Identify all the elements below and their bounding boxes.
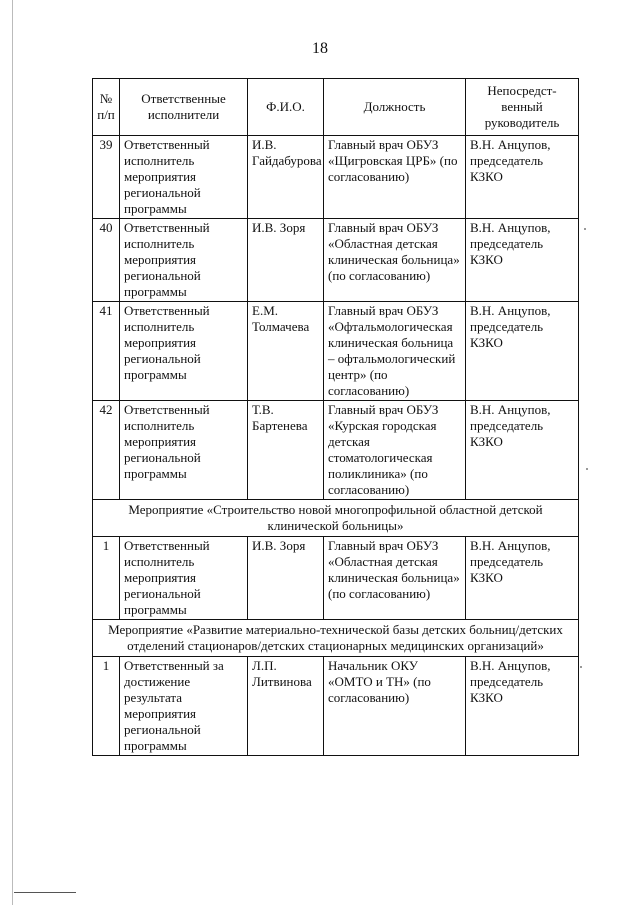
section-title-construction: Мероприятие «Строительство новой многопрофильной областной детской клинической больницы» <box>93 500 579 537</box>
row-fio: И.В. Зоря <box>248 537 324 620</box>
row-num: 1 <box>93 657 120 756</box>
section-title-development: Мероприятие «Развитие материально-технической базы детских больниц/детских отделений стационаров/детских стационарных медицинских организаций» <box>93 620 579 657</box>
header-role: Ответственные исполнители <box>120 79 248 136</box>
row-fio: Л.П. Литвинова <box>248 657 324 756</box>
row-fio: Е.М. Толмачева <box>248 302 324 401</box>
table-row <box>93 657 579 756</box>
row-fio: И.В. Гайдабурова <box>248 136 324 219</box>
row-role: Ответственный исполнитель мероприятия региональной программы <box>120 401 248 500</box>
row-num: 1 <box>93 537 120 620</box>
row-head: В.Н. Анцупов, председатель КЗКО <box>466 219 579 302</box>
row-num: 42 <box>93 401 120 500</box>
header-position: Должность <box>324 79 466 136</box>
row-position: Начальник ОКУ «ОМТО и ТН» (по согласованию) <box>324 657 466 756</box>
row-num: 40 <box>93 219 120 302</box>
row-head: В.Н. Анцупов, председатель КЗКО <box>466 401 579 500</box>
page-number: 18 <box>312 40 328 57</box>
table-header-row <box>93 79 579 136</box>
header-head: Непосредст-венный руководитель <box>466 79 579 136</box>
row-head: В.Н. Анцупов, председатель КЗКО <box>466 657 579 756</box>
table-row <box>93 302 579 401</box>
row-position: Главный врач ОБУЗ «Офтальмологическая клиническая больница – офтальмологический центр» (по согласованию) <box>324 302 466 401</box>
footer-rule <box>14 892 76 893</box>
scan-speck <box>586 468 588 470</box>
responsibility-table <box>92 78 579 756</box>
row-position: Главный врач ОБУЗ «Областная детская клиническая больница» (по согласованию) <box>324 537 466 620</box>
row-role: Ответственный исполнитель мероприятия региональной программы <box>120 302 248 401</box>
row-fio: Т.В. Бартенева <box>248 401 324 500</box>
row-position: Главный врач ОБУЗ «Щигровская ЦРБ» (по согласованию) <box>324 136 466 219</box>
row-head: В.Н. Анцупов, председатель КЗКО <box>466 136 579 219</box>
row-position: Главный врач ОБУЗ «Областная детская клиническая больница» (по согласованию) <box>324 219 466 302</box>
table-row <box>93 136 579 219</box>
row-role: Ответственный исполнитель мероприятия региональной программы <box>120 219 248 302</box>
table-row <box>93 537 579 620</box>
header-fio: Ф.И.О. <box>248 79 324 136</box>
scan-speck <box>584 228 586 230</box>
row-role: Ответственный за достижение результата мероприятия региональной программы <box>120 657 248 756</box>
row-fio: И.В. Зоря <box>248 219 324 302</box>
header-num: № п/п <box>93 79 120 136</box>
scan-left-edge <box>12 0 13 905</box>
scan-speck <box>580 666 582 668</box>
row-role: Ответственный исполнитель мероприятия региональной программы <box>120 136 248 219</box>
row-role: Ответственный исполнитель мероприятия региональной программы <box>120 537 248 620</box>
section-row <box>93 620 579 657</box>
table-row <box>93 401 579 500</box>
row-num: 41 <box>93 302 120 401</box>
row-head: В.Н. Анцупов, председатель КЗКО <box>466 537 579 620</box>
row-head: В.Н. Анцупов, председатель КЗКО <box>466 302 579 401</box>
row-num: 39 <box>93 136 120 219</box>
row-position: Главный врач ОБУЗ «Курская городская детская стоматологическая поликлиника» (по согласованию) <box>324 401 466 500</box>
section-row <box>93 500 579 537</box>
table-row <box>93 219 579 302</box>
